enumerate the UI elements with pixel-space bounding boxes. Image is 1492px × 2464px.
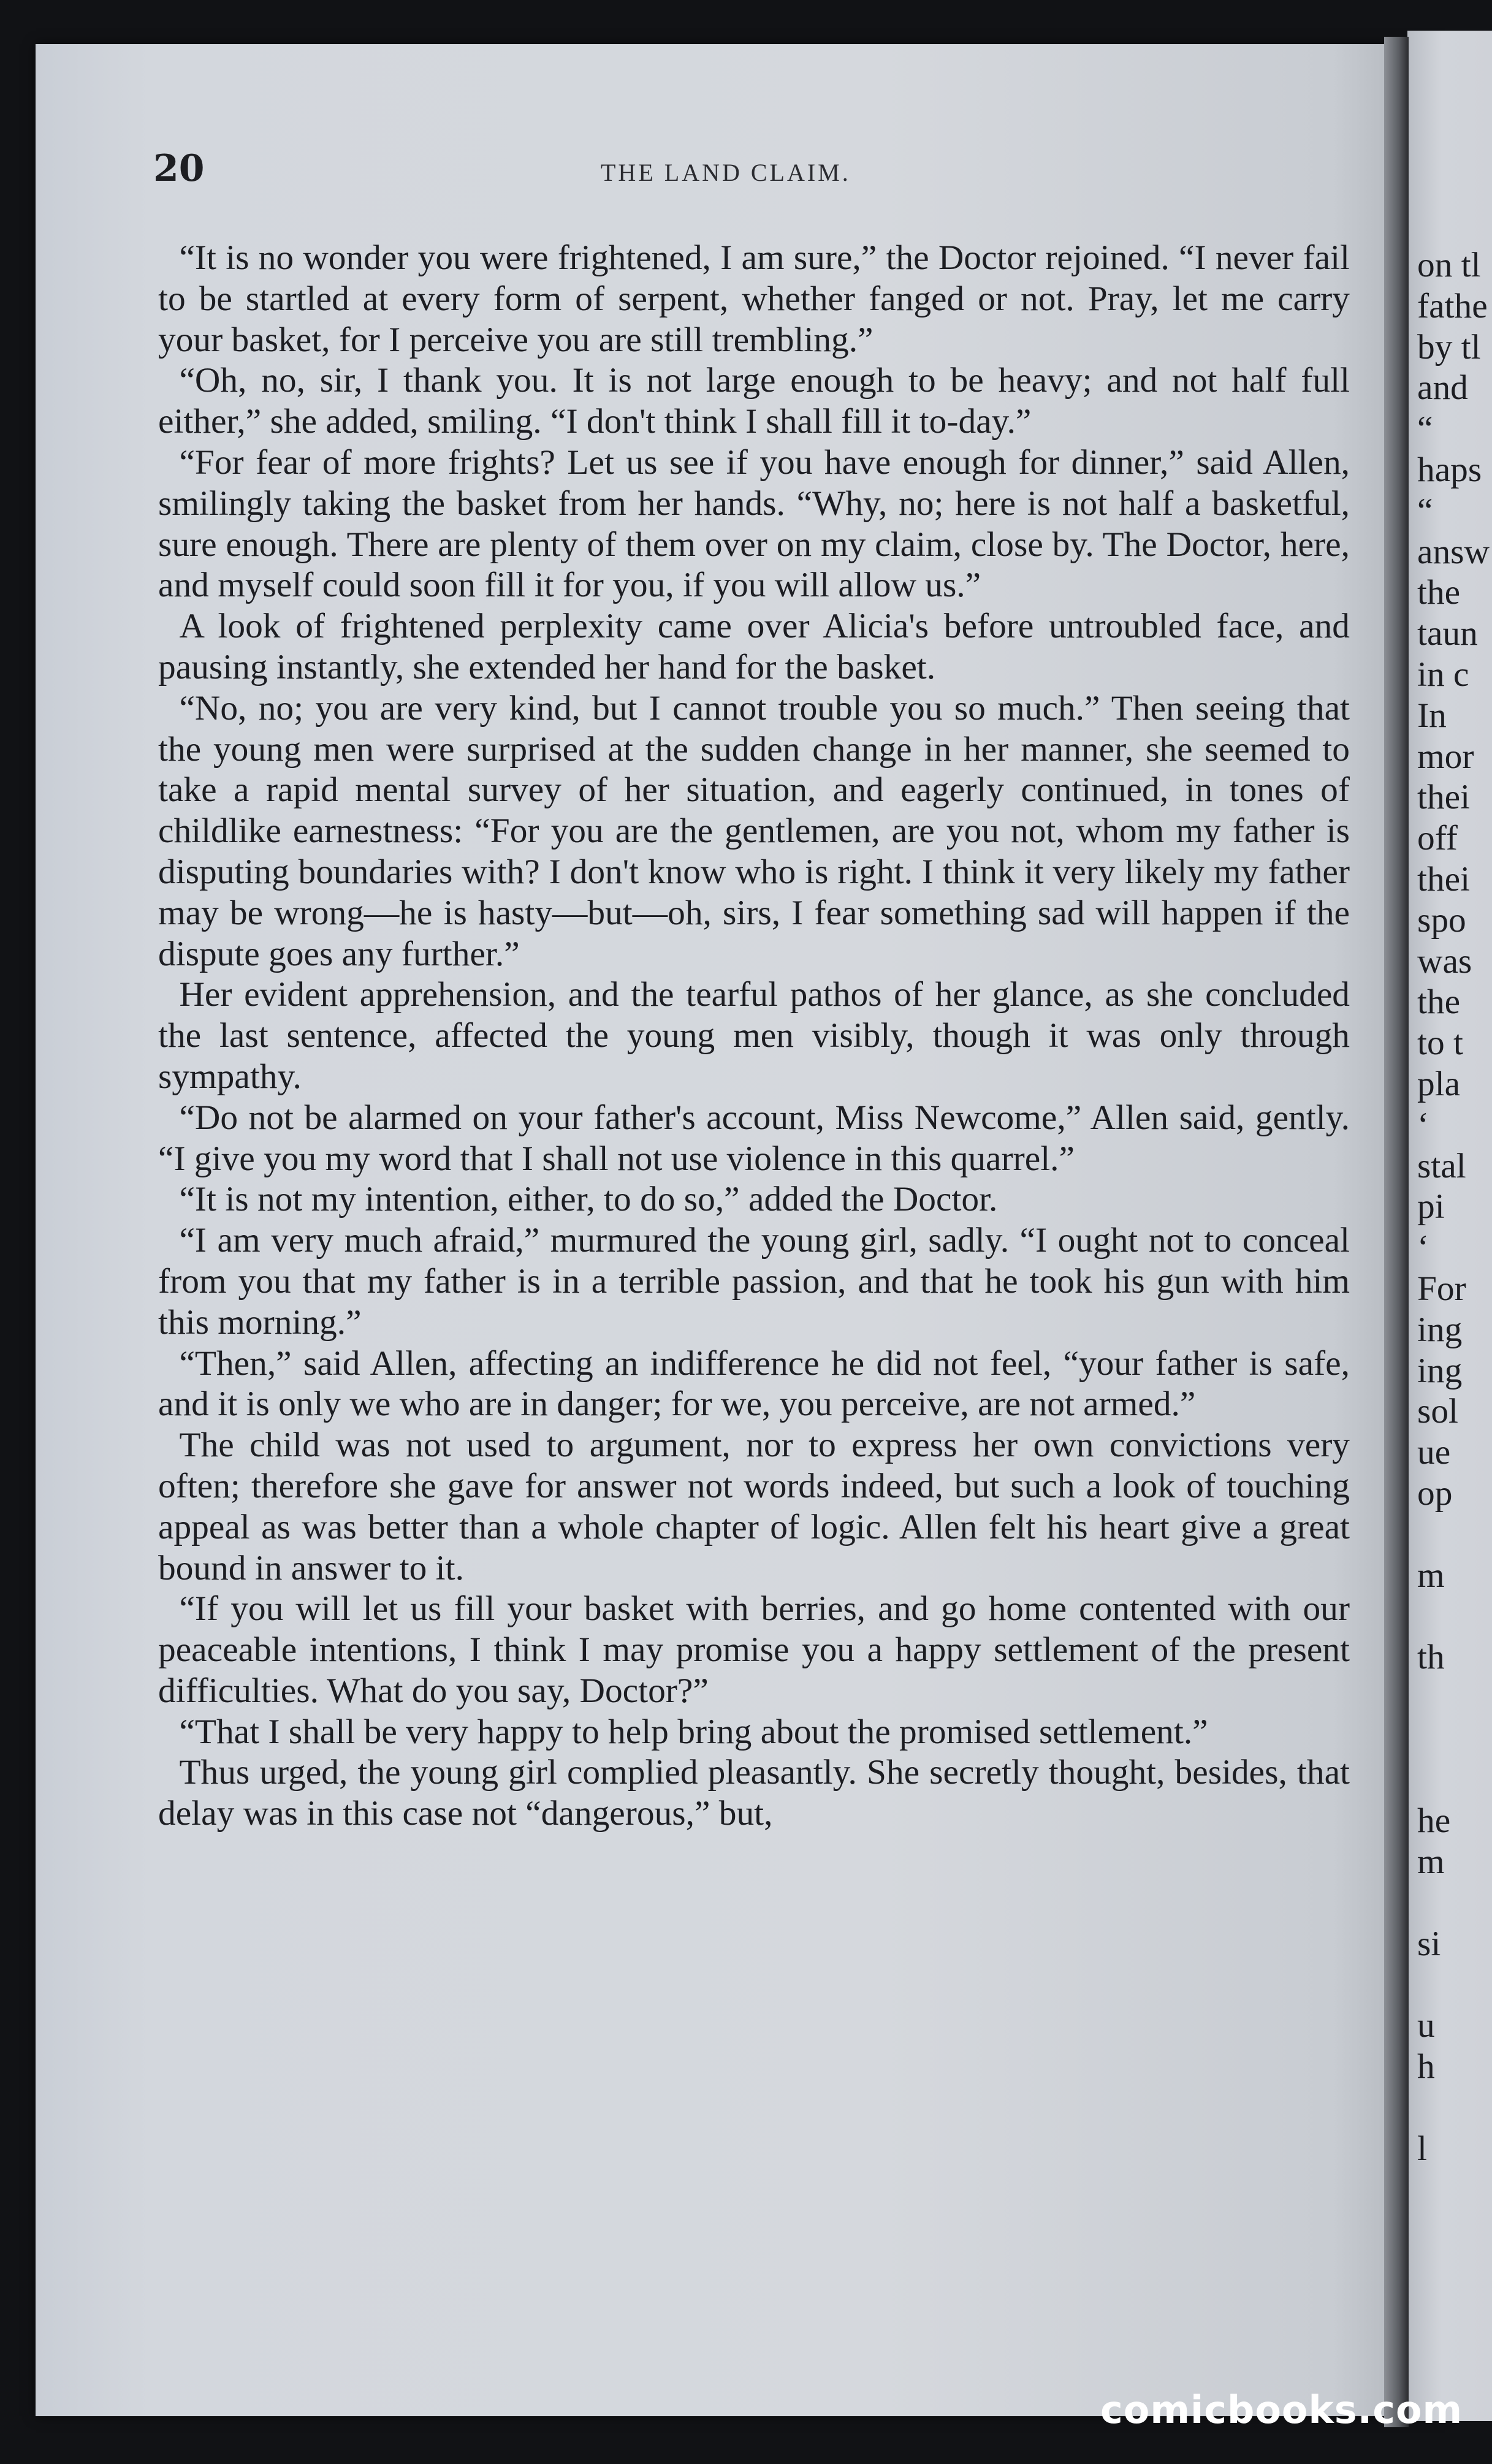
facing-page-fragment: the xyxy=(1417,573,1461,612)
paragraph: “No, no; you are very kind, but I cannot trouble you so much.” Then seeing that the young men were surprised at the sudden change in her manner, she seemed to take a rapid mental survey of her situation, and eagerly continued, in tones of childlike earnestness: “For you are the gentlemen, are you not, whom my father is disputing boundaries with? I don't know who is right. I think it very likely my father may be wrong—he is hasty—but—oh, sirs, I fear something sad will happen if the dispute goes any further.” xyxy=(158,688,1350,973)
paragraph: Her evident apprehension, and the tearful pathos of her glance, as she concluded the last sentence, affected the young men visibly, though it was only through sympathy. xyxy=(158,975,1350,1096)
facing-page-fragment: on tl xyxy=(1417,246,1481,284)
paragraph: “That I shall be very happy to help bring about the promised settlement.” xyxy=(179,1712,1208,1751)
facing-page-fragment: answ xyxy=(1417,532,1490,571)
facing-page-fragment: m xyxy=(1417,1842,1445,1882)
paragraph: “Do not be alarmed on your father's account, Miss Newcome,” Allen said, gently. “I give you my word that I shall not use violence in this quarrel.” xyxy=(158,1098,1350,1178)
page-number: 20 xyxy=(153,147,205,190)
paragraph: “I am very much afraid,” murmured the young girl, sadly. “I ought not to conceal from you that my father is in a terrible passion, and that he took his gun with him this morning.” xyxy=(158,1221,1350,1342)
facing-page-fragment xyxy=(1417,1678,1492,1719)
facing-page-fragment xyxy=(1417,1596,1492,1637)
facing-page-fragment: m xyxy=(1417,1556,1445,1595)
paragraph: “If you will let us fill your basket with berries, and go home contented with our peaceable intentions, I think I may promise you a happy settlement of the present difficulties. What do you say, Doctor?” xyxy=(158,1589,1350,1710)
facing-page-fragment: u xyxy=(1417,2006,1435,2045)
facing-page-fragment: “ xyxy=(1417,409,1433,449)
facing-page-fragment xyxy=(1417,1883,1492,1924)
facing-page-fragment xyxy=(1417,2088,1492,2129)
paragraph: “Oh, no, sir, I thank you. It is not large enough to be heavy; and not half full either,” she added, smiling. “I don't think I shall fill it to-day.” xyxy=(158,361,1350,441)
facing-page-text-fragments xyxy=(1417,245,1492,2169)
facing-page-fragment: op xyxy=(1417,1473,1453,1513)
paragraph: The child was not used to argument, nor to express her own convictions very often; therefore she gave for answer not words indeed, but such a look of touching appeal as was better than a whole chapter of logic. Allen felt his heart give a great bound in answer to it. xyxy=(158,1426,1350,1588)
facing-page-fragment: stal xyxy=(1417,1146,1466,1185)
facing-page-fragment: thei xyxy=(1417,859,1471,899)
facing-page-fragment: th xyxy=(1417,1638,1445,1677)
facing-page-fragment: he xyxy=(1417,1801,1451,1841)
book-gutter xyxy=(1384,37,1409,2427)
facing-page-fragment: ing xyxy=(1417,1310,1463,1349)
facing-page-fragment: was xyxy=(1417,941,1472,981)
facing-page-fragment: and xyxy=(1417,368,1468,408)
paragraph: “It is not my intention, either, to do so,” added the Doctor. xyxy=(179,1180,998,1219)
facing-page-fragment: sol xyxy=(1417,1392,1458,1431)
paragraph: A look of frightened perplexity came over Alicia's before untroubled face, and pausing instantly, she extended her hand for the basket. xyxy=(158,607,1350,686)
page-header xyxy=(0,147,1492,196)
facing-page-fragment: off xyxy=(1417,819,1458,858)
facing-page-fragment: ‘ xyxy=(1417,1228,1429,1268)
facing-page-fragment: ue xyxy=(1417,1433,1451,1472)
facing-page-fragment: spo xyxy=(1417,900,1466,940)
facing-page-fragment: si xyxy=(1417,1924,1441,1963)
facing-page-fragment: fathe xyxy=(1417,286,1488,325)
paragraph: Thus urged, the young girl complied pleasantly. She secretly thought, besides, that delay was in this case not “dangerous,” but, xyxy=(158,1753,1350,1833)
facing-page-fragment: the xyxy=(1417,983,1461,1022)
facing-page-fragment xyxy=(1417,1760,1492,1801)
facing-page-fragment: ‘ xyxy=(1417,1105,1429,1144)
facing-page-fragment xyxy=(1417,1515,1492,1556)
watermark: comicbooks.com xyxy=(1100,2387,1463,2432)
facing-page-fragment: l xyxy=(1417,2129,1427,2168)
facing-page-fragment: to t xyxy=(1417,1024,1463,1063)
facing-page-fragment: in c xyxy=(1417,655,1469,694)
paragraph: “For fear of more frights? Let us see if you have enough for dinner,” said Allen, smilingly taking the basket from her hands. “Why, no; here is not half a basketful, sure enough. There are plenty of them over on my claim, close by. The Doctor, here, and myself could soon fill it for you, if you will allow us.” xyxy=(158,443,1350,605)
facing-page-fragment: For xyxy=(1417,1269,1466,1308)
facing-page-fragment: thei xyxy=(1417,778,1471,817)
facing-page-fragment: mor xyxy=(1417,737,1474,776)
body-text xyxy=(158,238,1350,1835)
facing-page-fragment: taun xyxy=(1417,614,1478,653)
facing-page-fragment xyxy=(1417,1964,1492,2006)
paragraph: “It is no wonder you were frightened, I am sure,” the Doctor rejoined. “I never fail to be startled at every form of serpent, whether fanged or not. Pray, let me carry your basket, for I perceive you are still trembling.” xyxy=(158,238,1350,359)
running-title: THE LAND CLAIM. xyxy=(601,159,851,186)
facing-page-fragment: pi xyxy=(1417,1187,1445,1226)
facing-page-fragment: pla xyxy=(1417,1064,1461,1103)
facing-page-fragment: h xyxy=(1417,2047,1435,2086)
facing-page-fragment: by tl xyxy=(1417,327,1481,367)
facing-page-fragment: haps xyxy=(1417,450,1482,489)
facing-page-fragment xyxy=(1417,1719,1492,1760)
paragraph: “Then,” said Allen, affecting an indifference he did not feel, “your father is safe, and it is only we who are in danger; for we, you perceive, are not armed.” xyxy=(158,1344,1350,1424)
facing-page-fragment: “ xyxy=(1417,491,1433,530)
facing-page-fragment: In xyxy=(1417,696,1447,735)
facing-page-fragment: ing xyxy=(1417,1351,1463,1390)
